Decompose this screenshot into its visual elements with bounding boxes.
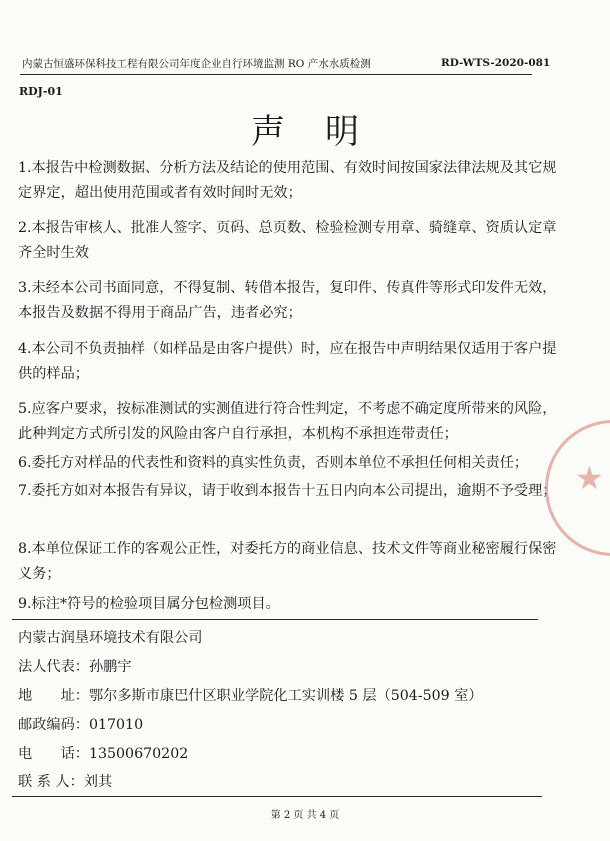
address-row bbox=[18, 685, 483, 705]
seal-star-icon: ★ bbox=[575, 459, 604, 497]
company-name: 内蒙古润垦环境技术有限公司 bbox=[18, 630, 203, 646]
section-divider bbox=[12, 619, 538, 620]
address-label: 地 址： bbox=[18, 688, 89, 704]
postcode-value: 017010 bbox=[88, 717, 144, 733]
postcode-row bbox=[18, 714, 143, 734]
clause-5: 5.应客户要求，按标准测试的实测值进行符合性判定，不考虑不确定度所带来的风险，此种判定方式所引发的风险由客户自行承担，本机构不承担连带责任； bbox=[18, 401, 557, 442]
legal-rep-label: 法人代表： bbox=[18, 659, 89, 675]
address-value: 鄂尔多斯市康巴什区职业学院化工实训楼 5 层（504-509 室） bbox=[88, 688, 483, 704]
contact-label: 联 系 人： bbox=[18, 774, 84, 790]
page-number: 第 2 页 共 4 页 bbox=[270, 810, 340, 821]
contact-row bbox=[18, 771, 112, 791]
legal-rep-row bbox=[18, 656, 132, 676]
clause-8: 8.本单位保证工作的客观公正性，对委托方的商业信息、技术文件等商业秘密履行保密义务； bbox=[18, 541, 557, 582]
header-divider bbox=[20, 74, 532, 75]
phone-label: 电 话： bbox=[18, 746, 89, 762]
header-title: 内蒙古恒盛环保科技工程有限公司年度企业自行环境监测 RO 产水水质检测 bbox=[22, 58, 371, 70]
document-code: RDJ-01 bbox=[19, 85, 63, 98]
report-number: RD-WTS-2020-081 bbox=[441, 57, 551, 69]
clause-9: 9.标注*符号的检验项目属分包检测项目。 bbox=[18, 596, 280, 612]
contact-value: 刘其 bbox=[83, 774, 113, 790]
clause-6: 6.委托方对样品的代表性和资料的真实性负责，否则本单位不承担任何相关责任； bbox=[18, 455, 529, 471]
legal-rep-value: 孙鹏宇 bbox=[88, 659, 132, 675]
phone-value: 13500670202 bbox=[88, 746, 189, 762]
clause-4: 4.本公司不负责抽样（如样品是由客户提供）时，应在报告中声明结果仅适用于客户提供的样品； bbox=[18, 341, 557, 382]
clause-1: 1.本报告中检测数据、分析方法及结论的使用范围、有效时间按国家法律法规及其它规定界定，超出使用范围或者有效时间时无效； bbox=[18, 160, 557, 201]
clause-2: 2.本报告审核人、批准人签字、页码、总页数、检验检测专用章、骑缝章、资质认定章齐全时生效 bbox=[18, 220, 557, 261]
clause-3: 3.未经本公司书面同意，不得复制、转借本报告，复印件、传真件等形式印发件无效，本报告及数据不得用于商品广告，违者必究； bbox=[18, 280, 557, 321]
page-title: 声明 bbox=[251, 112, 399, 152]
postcode-label: 邮政编码： bbox=[18, 717, 89, 733]
phone-row bbox=[18, 743, 188, 763]
bottom-divider bbox=[12, 796, 542, 797]
clause-7: 7.委托方如对本报告有异议，请于收到本报告十五日内向本公司提出，逾期不予受理； bbox=[18, 483, 557, 499]
